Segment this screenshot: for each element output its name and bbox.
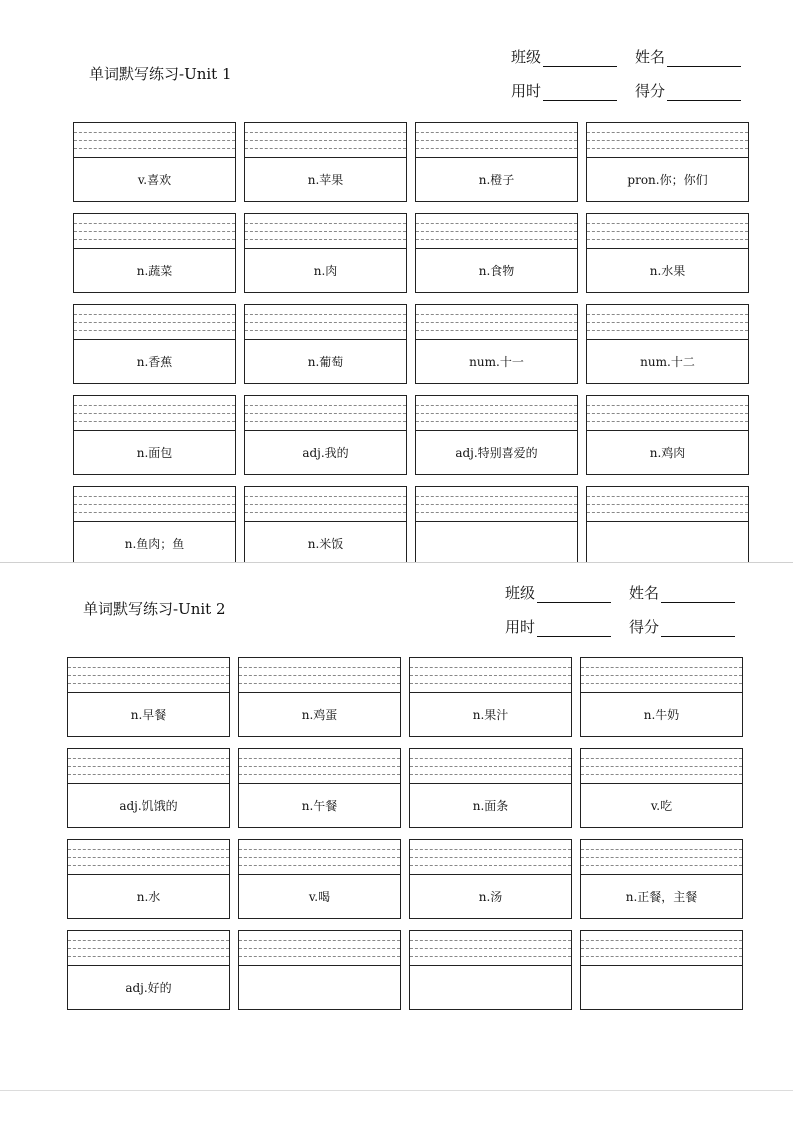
guide-line [245,148,406,149]
guide-line [245,421,406,422]
writing-area[interactable] [410,658,571,693]
word-card [415,304,578,384]
guide-line [239,766,400,767]
guide-line [68,948,229,949]
score-blank[interactable] [667,86,741,101]
word-meaning: n.面包 [136,445,173,460]
guide-line [416,231,577,232]
word-meaning: n.香蕉 [136,354,173,369]
writing-area[interactable] [245,487,406,522]
word-card [580,839,743,919]
class-label: 班级 [511,48,542,66]
guide-line [587,239,748,240]
writing-area[interactable] [410,931,571,966]
guide-line [245,314,406,315]
score-label: 得分 [629,618,660,636]
class-label: 班级 [505,584,536,602]
guide-line [410,758,571,759]
word-meaning: adj.好的 [125,980,172,995]
guide-line [68,940,229,941]
writing-area[interactable] [587,487,748,522]
word-meaning: n.午餐 [301,798,338,813]
guide-line [587,504,748,505]
guide-line [68,956,229,957]
word-meaning: adj.我的 [302,445,349,460]
word-card [73,213,236,293]
word-card [238,930,401,1010]
word-card [415,395,578,475]
writing-area[interactable] [587,305,748,340]
guide-line [74,330,235,331]
word-meaning: n.肉 [313,263,338,278]
guide-line [587,405,748,406]
guide-line [581,940,742,941]
guide-line [587,496,748,497]
guide-line [68,675,229,676]
word-meaning: num.十二 [640,354,695,369]
guide-line [416,330,577,331]
guide-line [581,758,742,759]
word-card [244,304,407,384]
time-blank[interactable] [537,622,611,637]
worksheet-unit-2 [0,562,793,1090]
guide-line [587,314,748,315]
word-meaning: n.汤 [478,889,503,904]
word-card [409,930,572,1010]
guide-line [74,322,235,323]
guide-line [410,956,571,957]
word-card [67,748,230,828]
guide-line [587,132,748,133]
guide-line [410,667,571,668]
guide-line [581,857,742,858]
writing-area[interactable] [74,214,235,249]
guide-line [416,512,577,513]
word-meaning: adj.特别喜爱的 [455,445,538,460]
worksheet-title: 单词默写练习-Unit 1 [89,65,232,83]
guide-line [410,865,571,866]
guide-line [581,948,742,949]
writing-area[interactable] [581,931,742,966]
writing-area[interactable] [581,658,742,693]
header-row-time-score [505,616,735,637]
guide-line [410,940,571,941]
guide-line [68,774,229,775]
word-meaning [416,521,577,562]
word-meaning: n.鸡肉 [649,445,686,460]
guide-line [74,496,235,497]
guide-line [68,849,229,850]
word-meaning: n.水 [136,889,161,904]
guide-line [68,758,229,759]
word-card [586,213,749,293]
word-card [244,122,407,202]
guide-line [68,857,229,858]
writing-area[interactable] [245,396,406,431]
guide-line [416,413,577,414]
guide-line [416,496,577,497]
writing-area[interactable] [416,123,577,158]
guide-line [74,405,235,406]
word-meaning: n.面条 [472,798,509,813]
guide-line [74,512,235,513]
guide-line [74,231,235,232]
writing-area[interactable] [245,214,406,249]
guide-line [245,132,406,133]
writing-area[interactable] [416,396,577,431]
name-label: 姓名 [635,48,666,66]
guide-line [245,413,406,414]
writing-area[interactable] [416,305,577,340]
time-label: 用时 [511,82,542,100]
word-meaning: pron.你；你们 [627,172,708,187]
writing-area[interactable] [68,840,229,875]
word-meaning: n.鱼肉；鱼 [124,536,185,551]
guide-line [581,865,742,866]
word-card [580,657,743,737]
word-meaning: v.喝 [308,889,331,904]
guide-line [239,940,400,941]
word-card [586,122,749,202]
guide-line [416,132,577,133]
worksheet-title: 单词默写练习-Unit 2 [83,600,226,618]
word-meaning: n.米饭 [307,536,344,551]
writing-area[interactable] [587,396,748,431]
guide-line [239,683,400,684]
guide-line [74,504,235,505]
word-meaning: n.牛奶 [643,707,680,722]
word-meaning: n.橙子 [478,172,515,187]
guide-line [239,865,400,866]
guide-line [245,223,406,224]
writing-area[interactable] [587,214,748,249]
word-card [73,122,236,202]
time-label: 用时 [505,618,536,636]
writing-area[interactable] [416,214,577,249]
word-card [409,657,572,737]
word-card [415,486,578,562]
writing-area[interactable] [245,305,406,340]
guide-line [74,239,235,240]
guide-line [581,675,742,676]
word-card [409,839,572,919]
guide-line [587,512,748,513]
guide-line [74,148,235,149]
guide-line [245,330,406,331]
writing-area[interactable] [74,396,235,431]
name-blank[interactable] [661,588,735,603]
word-meaning: n.葡萄 [307,354,344,369]
time-blank[interactable] [543,86,617,101]
writing-area[interactable] [74,123,235,158]
word-meaning: n.蔬菜 [136,263,173,278]
guide-line [416,239,577,240]
guide-line [245,512,406,513]
writing-area[interactable] [74,305,235,340]
guide-line [416,504,577,505]
word-card [238,748,401,828]
guide-line [245,231,406,232]
guide-line [245,496,406,497]
guide-line [581,667,742,668]
writing-area[interactable] [239,840,400,875]
guide-line [245,322,406,323]
word-meaning: n.鸡蛋 [301,707,338,722]
writing-area[interactable] [239,931,400,966]
writing-area[interactable] [587,123,748,158]
guide-line [587,223,748,224]
guide-line [410,675,571,676]
guide-line [239,857,400,858]
word-card [244,395,407,475]
word-card [67,930,230,1010]
guide-line [587,148,748,149]
guide-line [581,849,742,850]
guide-line [587,421,748,422]
word-card [415,122,578,202]
word-card [586,395,749,475]
guide-line [581,766,742,767]
guide-line [587,322,748,323]
name-blank[interactable] [667,52,741,67]
writing-area[interactable] [239,658,400,693]
guide-line [74,413,235,414]
word-meaning [239,965,400,1009]
writing-area[interactable] [74,487,235,522]
word-meaning: n.水果 [649,263,686,278]
guide-line [581,683,742,684]
guide-line [245,140,406,141]
writing-area[interactable] [68,658,229,693]
class-blank[interactable] [543,52,617,67]
guide-line [416,148,577,149]
writing-area[interactable] [410,749,571,784]
word-meaning [587,521,748,562]
guide-line [239,774,400,775]
writing-area[interactable] [68,931,229,966]
guide-line [410,766,571,767]
guide-line [416,421,577,422]
guide-line [410,774,571,775]
guide-line [581,956,742,957]
guide-line [239,849,400,850]
word-card [238,657,401,737]
word-card [586,304,749,384]
word-card [73,395,236,475]
guide-line [239,956,400,957]
guide-line [410,683,571,684]
word-card [409,748,572,828]
guide-line [416,223,577,224]
guide-line [410,948,571,949]
word-meaning: n.食物 [478,263,515,278]
header-row-class-name [511,46,741,67]
word-card [415,213,578,293]
guide-line [416,314,577,315]
guide-line [410,849,571,850]
word-meaning: v.吃 [650,798,673,813]
guide-line [587,413,748,414]
guide-line [74,132,235,133]
header-row-class-name [505,582,735,603]
guide-line [416,322,577,323]
writing-area[interactable] [581,749,742,784]
word-card [580,748,743,828]
guide-line [239,948,400,949]
guide-line [245,504,406,505]
guide-line [245,405,406,406]
word-card [73,486,236,562]
word-meaning: adj.饥饿的 [119,798,178,813]
word-card [586,486,749,562]
guide-line [68,865,229,866]
writing-area[interactable] [581,840,742,875]
writing-area[interactable] [68,749,229,784]
guide-line [74,140,235,141]
writing-area[interactable] [416,487,577,522]
word-card [67,657,230,737]
writing-area[interactable] [410,840,571,875]
guide-line [68,683,229,684]
guide-line [587,231,748,232]
header-row-time-score [511,80,741,101]
guide-line [68,667,229,668]
word-meaning: n.早餐 [130,707,167,722]
score-label: 得分 [635,82,666,100]
word-card [244,213,407,293]
word-card [580,930,743,1010]
writing-area[interactable] [245,123,406,158]
word-meaning [410,965,571,1009]
word-card [238,839,401,919]
word-meaning [581,965,742,1009]
guide-line [410,857,571,858]
word-card [67,839,230,919]
guide-line [245,239,406,240]
word-meaning: n.苹果 [307,172,344,187]
guide-line [416,405,577,406]
word-meaning: num.十一 [469,354,524,369]
word-meaning: n.正餐，主餐 [625,889,698,904]
class-blank[interactable] [537,588,611,603]
page-bottom-divider [0,1090,793,1091]
guide-line [239,667,400,668]
guide-line [68,766,229,767]
word-card [244,486,407,562]
guide-line [74,314,235,315]
guide-line [74,421,235,422]
guide-line [416,140,577,141]
guide-line [74,223,235,224]
name-label: 姓名 [629,584,660,602]
guide-line [581,774,742,775]
guide-line [239,675,400,676]
guide-line [239,758,400,759]
word-meaning: v.喜欢 [137,172,172,187]
guide-line [587,330,748,331]
writing-area[interactable] [239,749,400,784]
guide-line [587,140,748,141]
word-card [73,304,236,384]
score-blank[interactable] [661,622,735,637]
word-meaning: n.果汁 [472,707,509,722]
